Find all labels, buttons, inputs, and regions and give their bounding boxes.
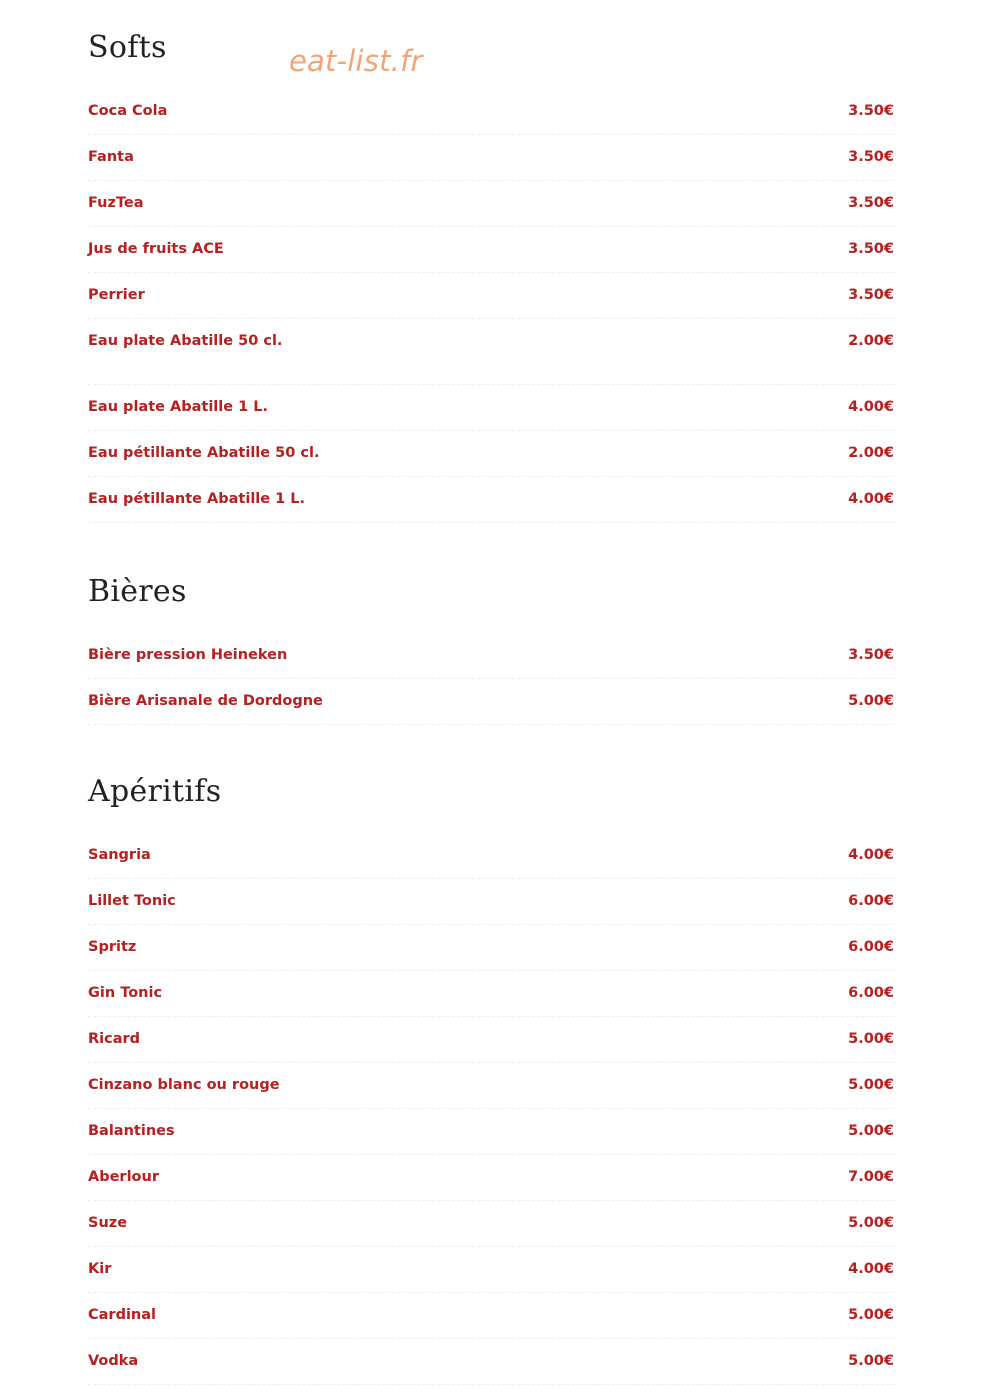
item-price: 3.50€ [848,149,894,165]
item-price: 5.00€ [848,1031,894,1047]
item-price: 4.00€ [848,847,894,863]
item-price: 3.50€ [848,647,894,663]
menu-item [88,1155,894,1201]
item-price: 2.00€ [848,445,894,461]
item-name: Kir [88,1261,112,1277]
item-price: 4.00€ [848,491,894,507]
item-name: Fanta [88,149,134,165]
menu-item [88,181,894,227]
item-name: Eau pétillante Abatille 50 cl. [88,445,320,461]
menu-item [88,227,894,273]
item-name: Perrier [88,287,145,303]
item-price: 3.50€ [848,287,894,303]
section-bieres [88,570,894,725]
item-name: Sangria [88,847,151,863]
item-price: 5.00€ [848,1353,894,1369]
menu-item [88,1017,894,1063]
section-title: Apéritifs [88,774,222,809]
menu-list [88,89,894,523]
menu-item [88,833,894,879]
item-name: Eau plate Abatille 1 L. [88,399,269,415]
item-name: Gin Tonic [88,985,163,1001]
menu-list [88,633,894,725]
item-name: Bière Arisanale de Dordogne [88,693,323,709]
menu-item [88,1293,894,1339]
menu-item [88,1063,894,1109]
item-name: Coca Cola [88,103,168,119]
menu-item [88,273,894,319]
menu-item [88,879,894,925]
menu-item [88,1247,894,1293]
item-price: 3.50€ [848,241,894,257]
item-price: 5.00€ [848,1077,894,1093]
item-name: Lillet Tonic [88,893,176,909]
menu-list [88,833,894,1385]
menu-item [88,1201,894,1247]
item-name: FuzTea [88,195,144,211]
menu-item [88,679,894,725]
item-price: 2.00€ [848,333,894,349]
item-name: Eau pétillante Abatille 1 L. [88,491,306,507]
section-aperitifs [88,770,894,1385]
item-name: Balantines [88,1123,175,1139]
item-name: Ricard [88,1031,141,1047]
menu-item [88,135,894,181]
item-price: 3.50€ [848,103,894,119]
menu-item [88,1109,894,1155]
item-price: 5.00€ [848,1215,894,1231]
menu-item [88,477,894,523]
section-title: Softs [88,30,167,65]
item-price: 6.00€ [848,985,894,1001]
watermark-text: eat-list.fr [289,44,423,78]
item-name: Eau plate Abatille 50 cl. [88,333,283,349]
item-price: 4.00€ [848,399,894,415]
menu-item [88,319,894,385]
item-price: 5.00€ [848,1307,894,1323]
menu-item [88,385,894,431]
item-price: 6.00€ [848,939,894,955]
item-name: Cardinal [88,1307,157,1323]
section-title: Bières [88,574,187,609]
item-name: Jus de fruits ACE [88,241,224,257]
item-name: Suze [88,1215,128,1231]
menu-item [88,89,894,135]
menu-item [88,925,894,971]
item-name: Cinzano blanc ou rouge [88,1077,280,1093]
item-name: Spritz [88,939,137,955]
item-name: Aberlour [88,1169,159,1185]
item-price: 4.00€ [848,1261,894,1277]
item-price: 7.00€ [848,1169,894,1185]
item-price: 6.00€ [848,893,894,909]
item-name: Vodka [88,1353,139,1369]
item-price: 5.00€ [848,1123,894,1139]
menu-item [88,633,894,679]
item-price: 5.00€ [848,693,894,709]
menu-item [88,431,894,477]
menu-item [88,1339,894,1385]
section-softs [88,26,894,523]
item-name: Bière pression Heineken [88,647,288,663]
item-price: 3.50€ [848,195,894,211]
menu-item [88,971,894,1017]
